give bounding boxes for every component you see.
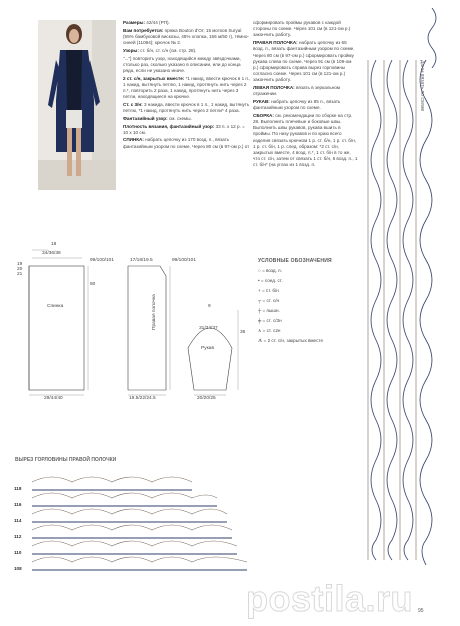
gauge-text: 33 п. х 12 р. = 10 х 10 см. xyxy=(123,123,245,135)
front-outline xyxy=(128,266,166,390)
sleeve-height-dim: 36 xyxy=(240,330,246,335)
left-front-text: вязать в зеркальном отражении. xyxy=(253,85,341,97)
pattern-note: "..."] повторить узор, находящийся между звёздочками, столько раз, сколько указано в описании, или до конца ряда, если не указано иначе. xyxy=(123,55,241,73)
legend-item: + = ст. б/н xyxy=(258,288,279,293)
patterns-label: Узоры: xyxy=(123,47,139,53)
back-text: набрать цепочку из 170 возд. п., вязать фантазийным узором по схеме. Через 80 см (в 97-ом р.) от xyxy=(123,137,250,149)
materials-value: пряжа Bouton d'Or; 15 мотков Suryal (55% бамбуковой вискозы, 45% хлопка, 156 м/50 г), тёмно-синей (11084); крючок № 2. xyxy=(123,27,249,46)
model-photo xyxy=(38,20,116,190)
patterns-value: ст. б/н, ст. с/н (см. стр. 28). xyxy=(140,47,197,53)
symbol-legend xyxy=(258,258,358,358)
neck-chart-title: ВЫРЕЗ ГОРЛОВИНЫ ПРАВОЙ ПОЛОЧКИ xyxy=(15,457,117,463)
row-number: 112 xyxy=(14,534,22,539)
back-armhole-dim: 80 xyxy=(90,282,96,287)
back-bottom-dim: 29/44/40 xyxy=(44,396,63,401)
right-front-text: набрать цепочку из 65 возд. п., вязать фантазийным узором по схеме. Через 80 см (в 97-ом р.) сформировать пройму рукава слева по схеме. Через 91 см (в 109-ом р.) сформировать справа вырез горловины согласно схеме. Через 101 см (в 121-ом р.) закончить работу. xyxy=(253,40,355,83)
back-width-dim: 18 xyxy=(51,242,57,247)
legend-item: ╪ = ст. с/3н xyxy=(258,318,282,323)
back-shoulder-dim: 34/36/38 xyxy=(42,251,61,256)
front-neck-dim: 99/100/101 xyxy=(172,258,197,263)
fancy-pattern-label: Фантазийный узор: xyxy=(123,115,168,121)
row-number: 116 xyxy=(14,502,22,507)
sleeve-label: РУКАВ: xyxy=(253,98,270,104)
legend-item: ∧ = ст. с2н xyxy=(258,328,281,333)
sleeve-cap-dim: 31/34/37 xyxy=(199,326,218,331)
front-shoulder-dim: 17/18/19.5 xyxy=(130,258,153,263)
right-front-label: ПРАВАЯ ПОЛОЧКА: xyxy=(253,40,298,46)
pattern-schematics xyxy=(0,230,263,410)
materials-label: Вам потребуется: xyxy=(123,27,164,33)
triple-stitch-text: 3 накида, ввести крючок в 1 п., 1 накид, вытянуть петлю, *1 накид, протянуть нить через 2 петли* 4 раза. xyxy=(123,101,250,114)
watermark-text: postila.ru xyxy=(246,578,414,619)
sleeve-name: Рукав xyxy=(201,346,215,351)
description-column-1 xyxy=(123,20,251,250)
row-number: 118 xyxy=(14,486,22,491)
chain-icon: ○ xyxy=(258,268,261,273)
description-column-2 xyxy=(253,20,358,250)
vertical-chart-top xyxy=(418,8,446,68)
sleeve-text: набрать цепочку из 85 п., вязать фантазийным узором по схеме. xyxy=(253,98,341,111)
front-name: Правая полочка xyxy=(152,294,157,330)
row-number: 108 xyxy=(14,566,22,571)
legend-item: ᗑ = 2 ст. с/н, закрытых вместе xyxy=(258,338,324,343)
single-crochet-icon: + xyxy=(258,288,261,293)
back-outline xyxy=(29,266,84,390)
sizes-label: Размеры: xyxy=(123,20,145,25)
back-label: СПИНКА: xyxy=(123,137,144,143)
legend-item: ┬ = ст. с/н xyxy=(258,298,280,303)
back-height-dim: 99/100/101 xyxy=(90,258,115,263)
legend-title: УСЛОВНЫЕ ОБОЗНАЧЕНИЯ xyxy=(258,258,332,264)
puff-stitch-icon: ┼ xyxy=(258,308,262,313)
fancy-pattern-text: см. схемы. xyxy=(168,115,192,121)
row-number: 110 xyxy=(14,550,22,555)
double-crochet-icon: ┬ xyxy=(258,298,262,303)
back-continued-text: сформировать проймы рукавов с каждой стороны по схеме. Через 101 см (в 121-ом р.) закончить работу. xyxy=(253,20,351,38)
row-number: 114 xyxy=(14,518,22,523)
vertical-chart-title: Даны вязать по схеме xyxy=(419,60,425,112)
neck-chart xyxy=(22,470,252,578)
page-number: 95 xyxy=(418,608,424,614)
left-front-label: ЛЕВАЯ ПОЛОЧКА: xyxy=(253,85,295,91)
triple-crochet-icon: ╪ xyxy=(258,318,262,323)
slip-stitch-icon: • xyxy=(258,278,260,283)
back-name: Спинка xyxy=(47,304,64,309)
sleeve-top-dim: 9 xyxy=(208,304,211,309)
dec-stitch-label: 2 ст. с/н, закрытых вместе: xyxy=(123,75,185,81)
gauge-label: Плотность вязания, фантазийный узор: xyxy=(123,123,215,129)
dec-stitch-text: *1 накид, ввести крючок в 1 п., 1 накид, вытянуть петлю, 1 накид, протянуть нить через 2 п.*, повторить 2 раза, 1 накид, протянуть нить через 3 петли, находящиеся на крючке. xyxy=(123,75,251,100)
sleeve-bottom-dim: 20/20/25 xyxy=(197,396,216,401)
legend-item: ┼ = пышн. xyxy=(258,308,280,313)
legend-item: • = соед. ст. xyxy=(258,278,283,283)
legend-item: ○ = возд. п. xyxy=(258,268,282,273)
assembly-text: см. рекомендации по сборке на стр. 28. Выполнить плечевые и боковые швы. Выполнить швы рукавов, рукава вшить в проймы. По низу рукавов и по краю всего изделия связать крючком 1 р. ст. б/н, 1 р. ст. б/н, 1 р. ст. б/н, 1 р. след. образом: *2 ст. с/н, закрытых вместе, 4 возд. п.*, 1 ст. б/н в то же, что ст. с/н, затем от связать 1 ст. б/н, 5 возд. п., 1 ст. б/н* (на углах из 1 возд. п. xyxy=(253,112,358,168)
triple-stitch-label: Ст. с 3/н: xyxy=(123,101,143,107)
assembly-label: СБОРКА: xyxy=(253,112,274,118)
vertical-stitch-chart xyxy=(360,60,445,565)
double-treble-icon: ∧ xyxy=(258,328,262,333)
decrease-icon: ᗑ xyxy=(258,338,263,343)
sleeve-outline xyxy=(188,328,232,390)
front-bottom-dim: 19.5/22/24.5 xyxy=(129,396,156,401)
left-size-nums: 19 20 21 xyxy=(17,262,23,277)
sizes-value: 42/44 (РП). xyxy=(146,20,170,25)
